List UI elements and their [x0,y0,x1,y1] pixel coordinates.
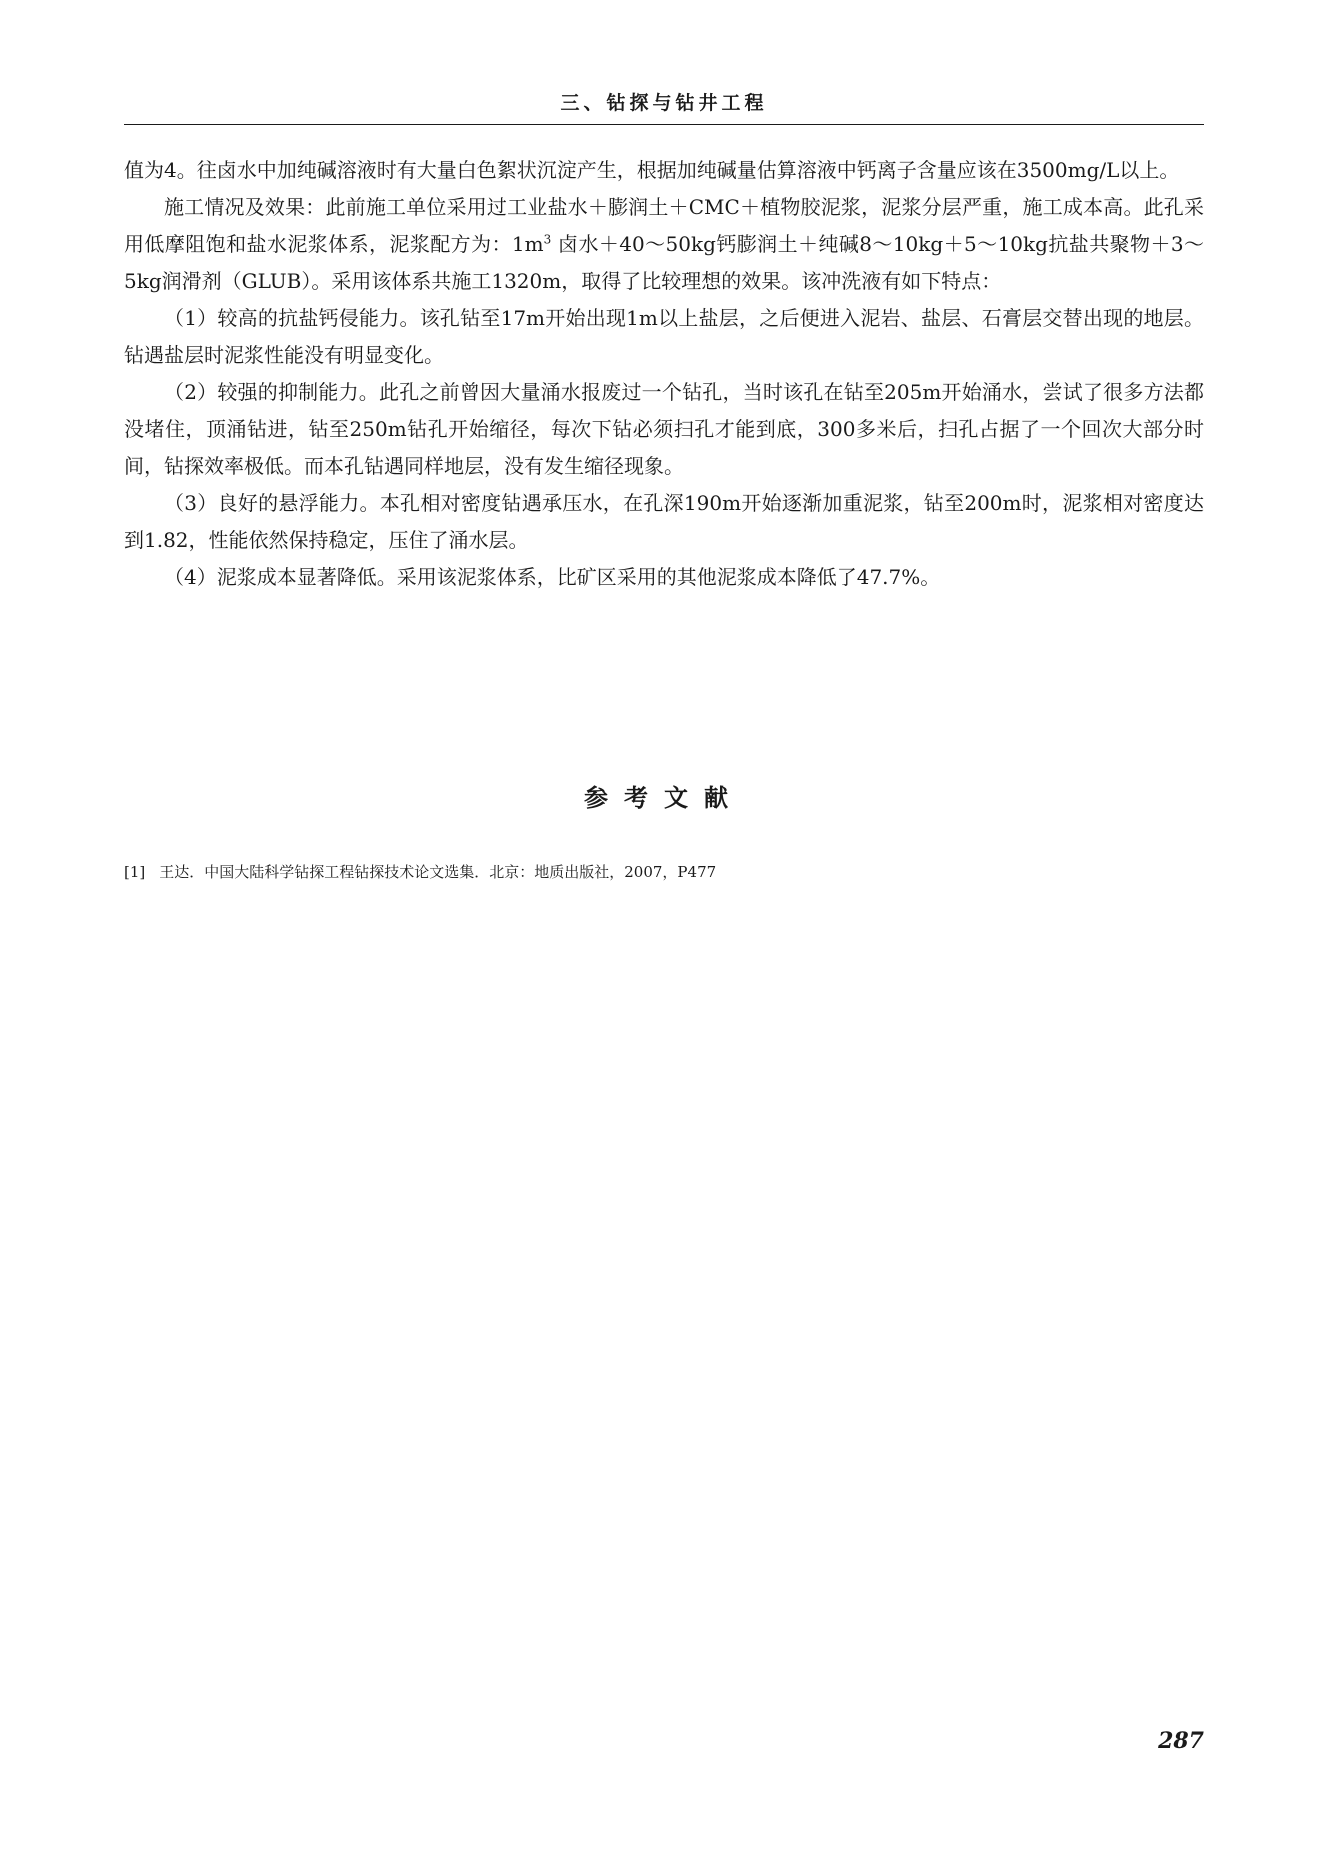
reference-list [124,860,1204,884]
paragraph-feature-3: （3）良好的悬浮能力。本孔相对密度钻遇承压水，在孔深190m开始逐渐加重泥浆，钻至200m时，泥浆相对密度达到1.82，性能依然保持稳定，压住了涌水层。 [124,491,1204,552]
paragraph-text-part: 施工情况及效果：此前施工单位采用过工业盐水＋膨润土＋CMC＋植物胶泥浆，泥浆分层严重，施工成本高。此孔采用低摩阻饱和盐水泥浆体系，泥浆配方为：1m [124,195,1204,256]
paragraph-feature-4: （4）泥浆成本显著降低。采用该泥浆体系，比矿区采用的其他泥浆成本降低了47.7%。 [164,565,941,589]
paragraph-text-part: 卤水＋40～50kg钙膨润土＋纯碱8～10kg＋5～10kg抗盐共聚物＋3～5kg润滑剂（GLUB）。采用该体系共施工1320m，取得了比较理想的效果。该冲洗液有如下特点： [124,232,1204,293]
references-heading: 参考文献 [584,783,744,812]
paragraph-feature-2: （2）较强的抑制能力。此孔之前曾因大量涌水报废过一个钻孔，当时该孔在钻至205m开始涌水，尝试了很多方法都没堵住，顶涌钻进，钻至250m钻孔开始缩径，每次下钻必须扫孔才能到底，300多米后，扫孔占据了一个回次大部分时间，钻探效率极低。而本孔钻遇同样地层，没有发生缩径现象。 [124,380,1204,478]
running-header: 三、钻探与钻井工程 [560,92,768,114]
body-text [124,152,1204,596]
paragraph-feature-1: （1）较高的抗盐钙侵能力。该孔钻至17m开始出现1m以上盐层，之后便进入泥岩、盐层、石膏层交替出现的地层。钻遇盐层时泥浆性能没有明显变化。 [124,306,1204,367]
reference-number: [1] [124,863,146,881]
superscript-cubed: 3 [543,232,552,247]
page-number: 287 [1158,1728,1204,1754]
reference-item [124,860,1204,884]
paragraph-continuation: 值为4。往卤水中加纯碱溶液时有大量白色絮状沉淀产生，根据加纯碱量估算溶液中钙离子含量应该在3500mg/L以上。 [124,158,1180,182]
paragraph-construction-effect [124,189,1204,300]
reference-text: 王达．中国大陆科学钻探工程钻探技术论文选集．北京：地质出版社，2007，P477 [159,863,717,881]
header-divider [124,124,1204,125]
